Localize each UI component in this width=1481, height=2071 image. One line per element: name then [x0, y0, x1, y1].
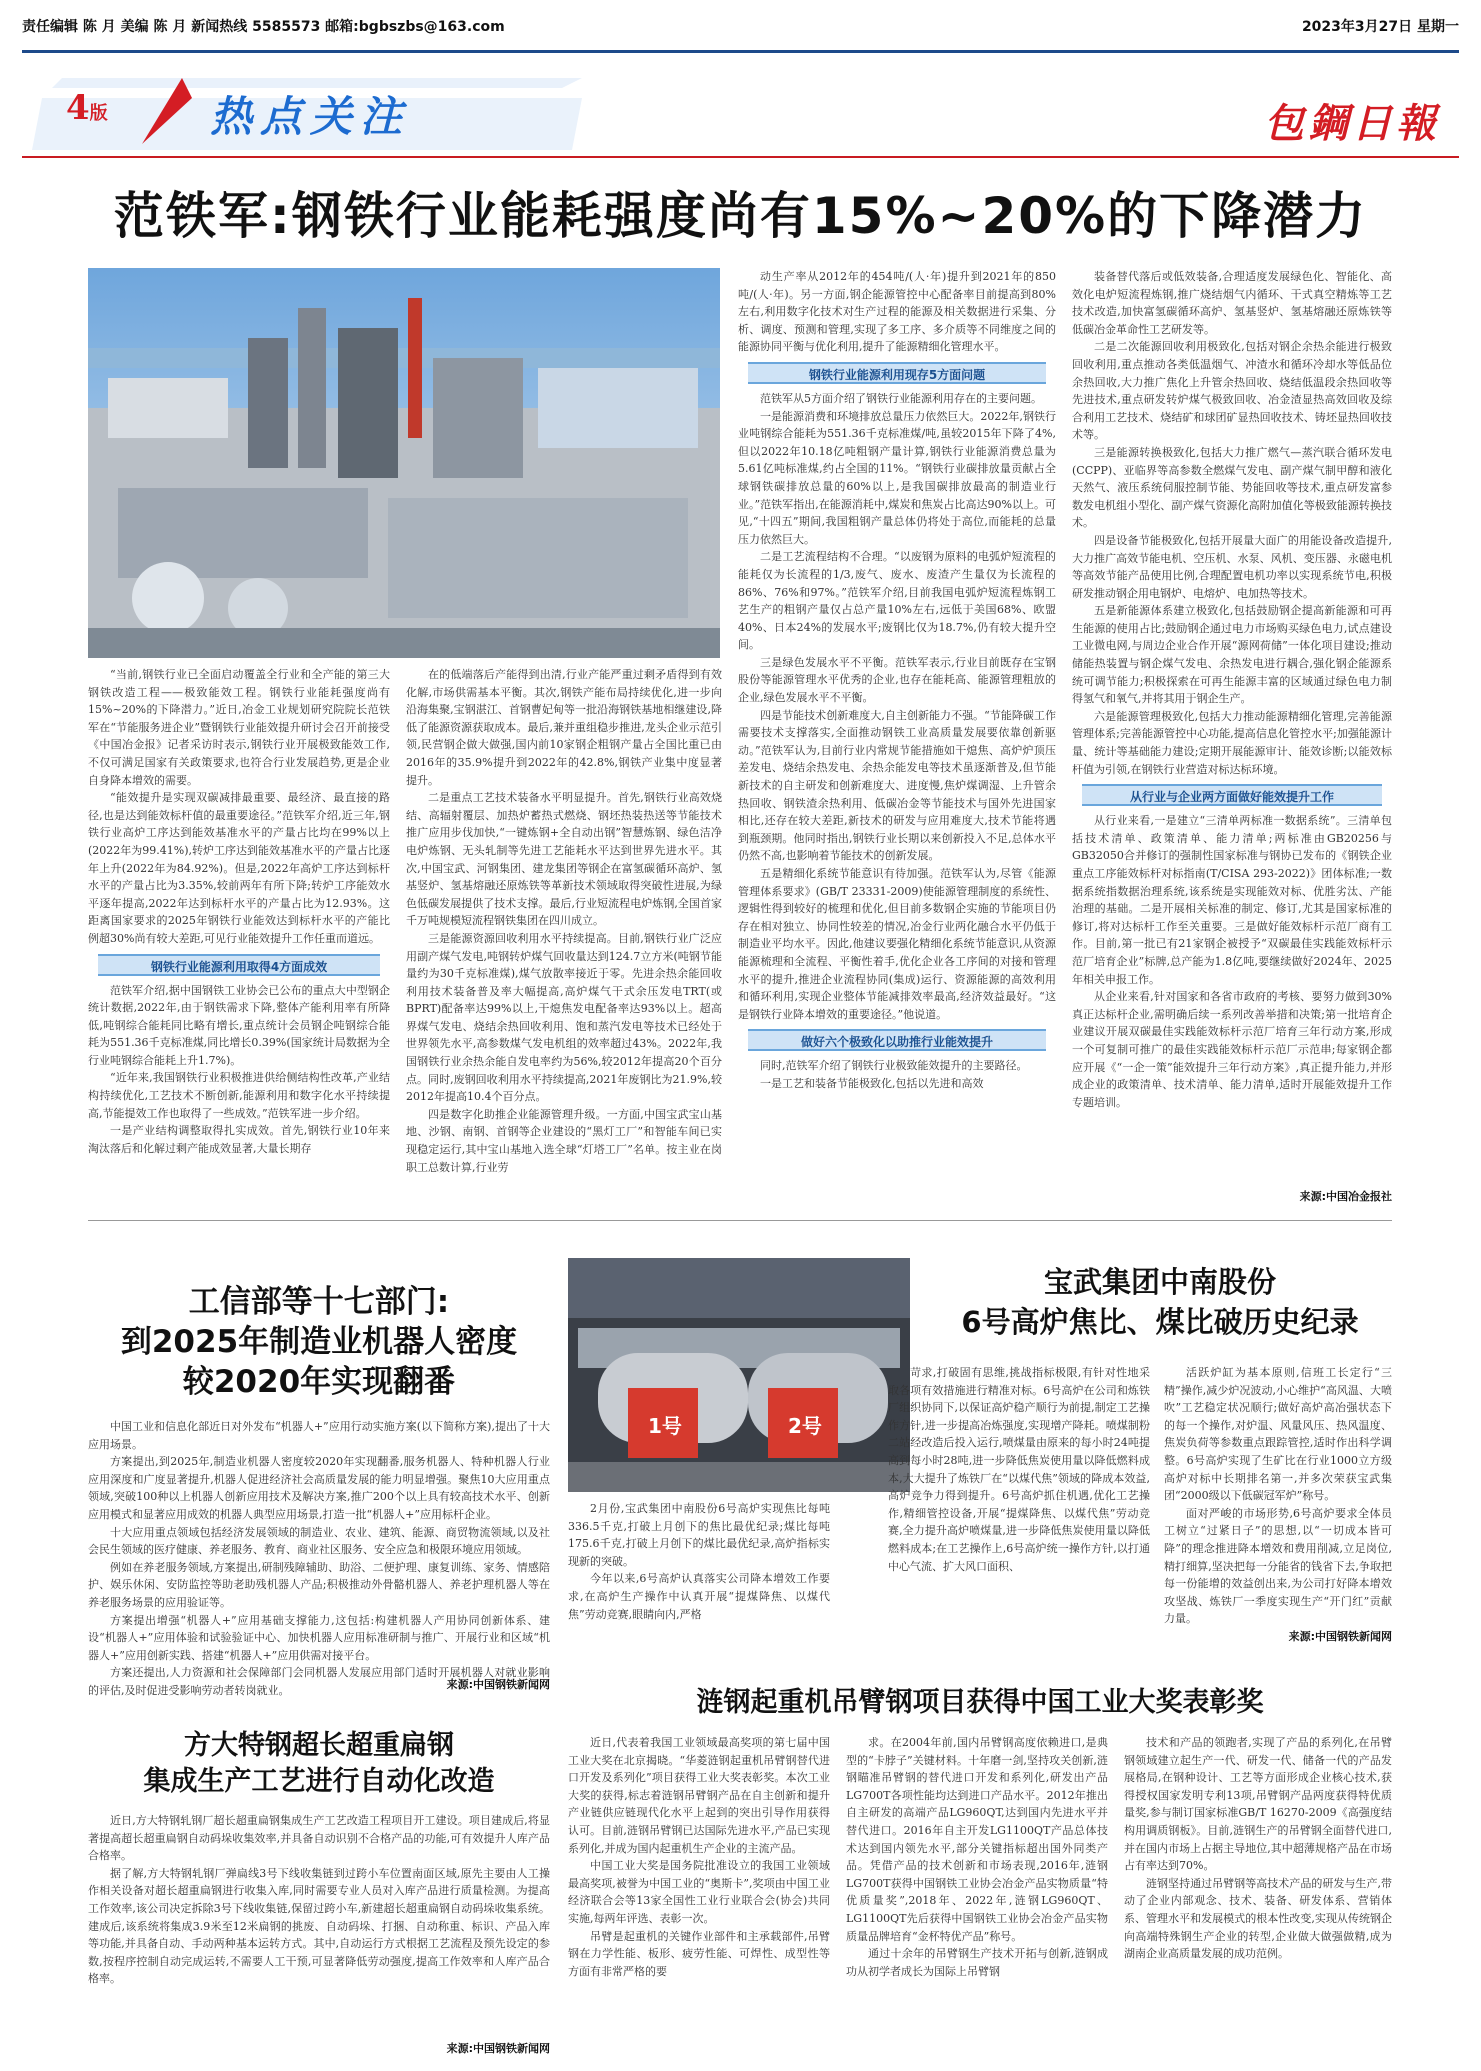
article1-subhead: 做好六个极致化以助推行业能效提升 — [748, 1029, 1046, 1051]
paragraph: 二是重点工艺技术装备水平明显提升。首先,钢铁行业高效烧结、高辐射覆层、加热炉蓄热式燃烧、钢坯热装热送等节能技术推广应用步伐加快,“一键炼钢+全自动出钢”智慧炼钢、绿色洁净电炉炼钢、无头轧制等先进工艺能耗水平达到世界先进水平。其次,中国宝武、河钢集团、建龙集团等钢企在富氢碳循环高炉、氢基竖炉、氢基熔融还原炼铁等革新技术领域取得突破性进展,为绿色低碳发展提供了技术支撑。最后,行业短流程电炉炼钢,全国首家千万吨规模短流程钢铁集团在四川成立。 — [406, 791, 722, 928]
article5-column-2 — [846, 1734, 1108, 2062]
paragraph: 五是新能源体系建立极致化,包括鼓励钢企提高新能源和可再生能源的使用占比;鼓励钢企通过电力市场购买绿色电力,试点建设工业微电网,与周边企业合作开展“源网荷储”一体化项目建设;推动储能热装置与钢企煤气发电、余热发电进行耦合,强化钢企能源系统可调节能力;积极探索在可再生能源丰富的区域通过绿色电力制得氢气和氧气,并将其用于钢企生产。 — [1072, 604, 1392, 706]
masthead-rule — [22, 156, 1459, 158]
paragraph: 四是设备节能极致化,包括开展量大面广的用能设备改造提升,大力推广高效节能电机、空压机、水泵、风机、变压器、永磁电机等高效节能产品使用比例,合理配置电机功率以实现系统节电,积极研发推动钢企用电钢炉、电熔炉、电加热等技术。 — [1072, 533, 1392, 600]
paragraph: 在的低端落后产能得到出清,行业产能严重过剩矛盾得到有效化解,市场供需基本平衡。其次,钢铁产能布局持续优化,进一步向沿海集聚,宝钢湛江、首钢曹妃甸等一批沿海钢铁基地相继建设,降低了能源资源获取成本。最后,兼并重组稳步推进,龙头企业示范引领,民营钢企做大做强,国内前10家钢企粗钢产量占全国比重已由2016年的35.9%提升到2022年的42.8%,钢铁产业集中度显著提升。 — [406, 668, 722, 787]
paragraph: 二是工艺流程结构不合理。“以废钢为原料的电弧炉短流程的能耗仅为长流程的1/3,废气、废水、废渣产生量仅为长流程的86%、76%和97%。”范铁军介绍,目前我国电弧炉短流程炼钢工艺生产的粗钢产量仅占总产量10%左右,远低于美国68%、欧盟40%、日本24%的发展水平;废钢比仅为18.7%,仍有较大提升空间。 — [738, 550, 1056, 652]
paragraph: 一是产业结构调整取得扎实成效。首先,钢铁行业10年来淘汰落后和化解过剩产能成效显著,大量长期存 — [88, 1124, 390, 1155]
paragraph: 三是绿色发展水平不平衡。范铁军表示,行业目前既存在宝钢股份等能源管理水平优秀的企业,也存在能耗高、能源管理粗放的企业,绿色发展水平不平衡。 — [738, 655, 1056, 705]
paragraph: 吊臂是起重机的关键作业部件和主承载部件,吊臂钢在力学性能、板形、疲劳性能、可焊性、成型性等方面有非常严格的要 — [568, 1929, 830, 1978]
section-title: 热点关注 — [210, 92, 411, 141]
article4-source: 来源:中国钢铁新闻网 — [1288, 1630, 1392, 1643]
article1-source: 来源:中国冶金报社 — [1299, 1190, 1392, 1203]
paragraph: 动生产率从2012年的454吨/(人·年)提升到2021年的850吨/(人·年)。另一方面,钢企能源管控中心配备率目前提高到80%左右,利用数字化技术对生产过程的能源及相关数据进行采集、分析、调度、预测和管理,实现了多工序、多介质等不同维度之间的能源协同平衡与优化利用,提升了能源精细化管理水平。 — [738, 270, 1056, 354]
article5-column-1 — [568, 1734, 830, 2062]
editor-info: 责任编辑 陈 月 美编 陈 月 新闻热线 5585573 邮箱:bgbszbs@163.com — [22, 19, 505, 35]
paragraph: 装备替代落后或低效装备,合理适度发展绿色化、智能化、高效化电炉短流程炼钢,推广烧结烟气内循环、干式真空精炼等工艺技术改造,加快富氢碳循环高炉、氢基竖炉、氢基熔融还原炼铁等低碳冶金革命性工艺研发等。 — [1072, 270, 1392, 336]
paragraph: 一是工艺和装备节能极致化,包括以先进和高效 — [760, 1076, 984, 1090]
paragraph: 从企业来看,针对国家和各省市政府的考核、要努力做到30%真正达标杆企业,需明确后续一系列改善举措和决策;第一批培育企业建议开展双碳最佳实践能效标杆示范厂培育三年行动方案,形成一个可复制可推广的最佳实践能效标杆示范厂示范串;每家钢企都应开展《“一企一策”能效提升三年行动方案》,真正提升能力,并形成企业的政策清单、技术清单、能力清单,适时开展能效提升工作专题培训。 — [1072, 990, 1392, 1109]
section-divider — [88, 1220, 1392, 1221]
article1-title: 范铁军:钢铁行业能耗强度尚有15%~20%的下降潜力 — [113, 187, 1368, 245]
article3-title: 方大特钢超长超重扁钢 集成生产工艺进行自动化改造 — [143, 1730, 495, 1797]
article2-title: 工信部等十七部门: 到2025年制造业机器人密度 较2020年实现翻番 — [120, 1284, 518, 1400]
paragraph: 二是二次能源回收利用极致化,包括对钢企余热余能进行极致回收利用,重点推动各类低温烟气、冲渣水和循环冷却水等低品位余热回收,大力推广焦化上升管余热回收、烧结低温段余热回收等先进技术,重点研发转炉煤气极致回收、冶金渣显热高效回收及综合利用工艺技术、烧结矿和球团矿显热回收技术、铸坯显热回收技术等。 — [1072, 340, 1392, 442]
paragraph: 求。在2004年前,国内吊臂钢高度依赖进口,是典型的“卡脖子”关键材料。十年磨一剑,坚持攻关创新,涟钢瞄准吊臂钢的替代进口开发和系列化,研发出产品LG700T各项性能均达到进口产品水平。2012年推出自主研发的高端产品LG960QT,达到国内先进水平并替代进口。2016年自主开发LG1100QT产品总体技术达到国内领先水平,部分关键指标超出国外同类产品。凭借产品的技术创新和市场表现,2016年,涟钢LG700T获得中国钢铁工业协会冶金产品实物质量“特优质量奖”,2018年、2022年,涟钢LG960QT、LG1100QT先后获得中国钢铁工业协会冶金产品实物质量品牌培育“金杯特优产品”称号。 — [846, 1736, 1108, 1943]
paragraph: 范铁军介绍,据中国钢铁工业协会已公布的重点大中型钢企统计数据,2022年,由于钢铁需求下降,整体产能利用率有所降低,吨钢综合能耗同比略有增长,重点统计会员钢企吨钢综合能耗为551.36千克标准煤,同比增长0.39%(国家统计局数据为全行业吨钢综合能耗上升1.7%)。 — [88, 983, 390, 1067]
furnace-2-label: 2号 — [788, 1414, 822, 1438]
paragraph: 近日,方大特钢轧钢厂超长超重扁钢集成生产工艺改造工程项目开工建设。项目建成后,将显著提高超长超重扁钢自动码垛收集效率,并具备自动识别不合格产品的功能,可有效提升人库产品合格率。 — [88, 1814, 550, 1863]
paragraph: 三是能源资源回收利用水平持续提高。目前,钢铁行业广泛应用副产煤气发电,吨钢转炉煤气回收量达到124.7立方米(吨钢节能量约为30千克标准煤),煤气放散率接近于零。先进余热余能回收利用技术装备普及率大幅提高,高炉煤气干式余压发电TRT(或BPRT)配备率达99%以上,干熄焦发电配备率达93%以上。超高界煤气发电、烧结余热回收利用、饱和蒸汽发电等技术已经处于世界领先水平,高参数煤气发电机组的效率超过43%。2022年,我国钢铁行业余热余能自发电率约为56%,较2012年提高20个百分点。同时,废钢回收利用水平持续提高,2021年废钢比为21.9%,较2012年提高10.4个百分点。 — [406, 931, 722, 1104]
header-rule — [22, 50, 1459, 53]
paragraph: 今年以来,6号高炉认真落实公司降本增效工作要求,在高炉生产操作中认真开展“提煤降焦、以煤代焦”劳动竞赛,眼睛向内,严格 — [568, 1572, 830, 1621]
paragraph: 十大应用重点领域包括经济发展领域的制造业、农业、建筑、能源、商贸物流领域,以及社会民生领域的医疗健康、养老服务、教育、商业社区服务、安全应急和极限环境应用领域。 — [88, 1525, 550, 1557]
article3-body — [88, 1812, 550, 2032]
paragraph: 方案提出,到2025年,制造业机器人密度较2020年实现翻番,服务机器人、特种机器人行业应用深度和广度显著提升,机器人促进经济社会高质量发展的能力明显增强。聚焦10大应用重点领域,突破100种以上机器人创新应用技术及解决方案,推广200个以上具有较高技术水平、创新应用模式和显著应用成效的机器人典型应用场景,打造一批“机器人+”应用标杆企业。 — [88, 1455, 550, 1521]
paragraph: “当前,钢铁行业已全面启动覆盖全行业和全产能的第三大钢铁改造工程——极致能效工程。钢铁行业能耗强度尚有15%~20%的下降潜力。”近日,冶金工业规划研究院院长范铁军在“节能服务进企业”暨钢铁行业能效提升研讨会召开前接受《中国冶金报》记者采访时表示,钢铁行业开展极致能效工作,不仅可满足国家有关政策要求,也符合行业发展趋势,更是企业自身降本增效的需要。 — [88, 668, 390, 787]
paragraph: 六是能源管理极致化,包括大力推动能源精细化管理,完善能源管理体系;完善能源管控中心功能,提高信息化管控水平;加强能源计量、统计等基础能力建设;定期开展能源审计、能效诊断;以能效标杆值为引领,在钢铁行业营造对标达标环境。 — [1072, 709, 1392, 776]
paragraph: 五是精细化系统节能意识有待加强。范铁军认为,尽管《能源管理体系要求》(GB/T 23331-2009)使能源管理制度的系统性、逻辑性得到较好的梳理和优化,但目前多数钢企实施的节能项目仍存在相对独立、协同性较差的情况,冶金行业两化融合水平仍低于制造业平均水平。因此,他建议要强化精细化系统节能意识,从资源能源梳理和全流程、平衡性着手,优化企业各工序间的对接和管理水平的提升,推进企业流程协同(集成)运行、资源能源的高效利用和循环利用,实现企业整体节能减排效率最高,经济效益最好。“这是钢铁行业降本增效的重要途径。”他说道。 — [738, 867, 1056, 1021]
newspaper-masthead: 包鋼日報 — [1264, 100, 1440, 147]
article4-column-1 — [568, 1500, 830, 1624]
paragraph: 涟钢坚持通过吊臂钢等高技术产品的研发与生产,带动了企业内部观念、技术、装备、研发体系、营销体系、管理水平和发展模式的根本性改变,实现从传统钢企向高端特殊钢生产企业的转型,企业做大做强做精,成为湖南企业高质量发展的成功范例。 — [1124, 1876, 1392, 1961]
paragraph: 近日,代表着我国工业领域最高奖项的第七届中国工业大奖在北京揭晓。“华菱涟钢起重机吊臂钢替代进口开发及系列化”项目获得工业大奖表彰奖。本次工业大奖的获得,标志着涟钢吊臂钢产品在自主创新和提升产业链供应链现代化水平上起到的突出引导作用获得认可。目前,涟钢吊臂钢已达国际先进水平,产品已实现系列化,并成为国内起重机生产企业的主流产品。 — [568, 1736, 830, 1855]
paragraph: 同时,范铁军介绍了钢铁行业极致能效提升的主要路径。 — [760, 1059, 1028, 1073]
article1-subhead: 从行业与企业两方面做好能效提升工作 — [1082, 784, 1382, 806]
paragraph: 三是能源转换极致化,包括大力推广燃气—蒸汽联合循环发电(CCPP)、亚临界等高参数全燃煤气发电、副产煤气制甲醇和液化天然气、液压系统伺服控制节能、势能回收等技术,重点研发富参数发电机组小型化、副产煤气资源化高附加值化等极致能源转换技术。 — [1072, 445, 1392, 530]
paragraph: 中国工业和信息化部近日对外发布“机器人+”应用行动实施方案(以下简称方案),提出了十大应用场景。 — [88, 1420, 550, 1451]
article5-title: 涟钢起重机吊臂钢项目获得中国工业大奖表彰奖 — [696, 1687, 1264, 1718]
article4-column-2 — [888, 1364, 1150, 1624]
paragraph: 例如在养老服务领域,方案提出,研制残障辅助、助浴、二便护理、康复训练、家务、情感陪护、娱乐休闲、安防监控等助老助残机器人产品;积极推动外骨骼机器人、养老护理机器人等在养老服务场景的应用验证等。 — [88, 1560, 550, 1609]
paragraph: 2月份,宝武集团中南股份6号高炉实现焦比每吨336.5千克,打破上月创下的焦比最优纪录;煤比每吨175.6千克,打破上月创下的煤比最优纪录,高炉指标实现新的突破。 — [568, 1502, 830, 1568]
article4-column-3 — [1164, 1364, 1392, 1626]
article2-source: 来源:中国钢铁新闻网 — [446, 1678, 550, 1691]
paragraph: 范铁军从5方面介绍了钢铁行业能源利用存在的主要问题。 — [760, 391, 1042, 405]
article1-column-2 — [406, 666, 722, 1206]
paragraph: 技术和产品的领跑者,实现了产品的系列化,在吊臂钢领域建立起生产一代、研发一代、储备一代的产品发展格局,在钢种设计、工艺等方面形成企业核心技术,获得授权国家发明专利13项,吊臂钢产品两度获得特优质量奖,参与制订国家标准GB/T 16270-2009《高强度结构用调质钢板》。目前,涟钢生产的吊臂钢全面替代进口,并在国内市场上占据主导地位,其中超薄规格产品在市场占有率达到70%。 — [1124, 1736, 1392, 1873]
article3-source: 来源:中国钢铁新闻网 — [446, 2042, 550, 2055]
paragraph: 方案提出增强“机器人+”应用基础支撑能力,这包括:构建机器人产用协同创新体系、建设“机器人+”应用体验和试验验证中心、加快机器人应用标准研制与推广、开展行业和区域“机器人+”应用创新实践、搭建“机器人+”应用供需对接平台。 — [88, 1613, 550, 1662]
issue-date: 2023年3月27日 星期一 — [1301, 19, 1459, 35]
article1-subhead: 钢铁行业能源利用取得4方面成效 — [98, 954, 380, 976]
paragraph: 四是数字化助推企业能源管理升级。一方面,中国宝武宝山基地、沙钢、南钢、首钢等企业建设的“黑灯工厂”和智能车间已实现稳定运行,其中宝山基地入选全球“灯塔工厂”名单。按主业在岗职工总数计算,行业劳 — [406, 1107, 722, 1174]
paragraph: 方案还提出,人力资源和社会保障部门会同机器人发展应用部门适时开展机器人对就业影响的评估,及时促进受影响劳动者转岗就业。 — [88, 1666, 550, 1697]
article1-subhead: 钢铁行业能源利用现存5方面问题 — [748, 362, 1046, 384]
page-header — [22, 6, 1459, 46]
article4-title: 宝武集团中南股份 6号高炉焦比、煤比破历史纪录 — [961, 1265, 1359, 1339]
blast-furnace-photo — [568, 1258, 910, 1492]
paragraph: 苛求,打破固有思维,挑战指标极限,有针对性地采取各项有效措施进行精准对标。6号高炉在公司和炼铁厂组织协同下,以保证高炉稳产顺行为前提,制定工艺操作方针,进一步提高冶炼强度,实现增产降耗。喷煤制粉二站经改造后投入运行,喷煤量由原来的每小时24吨提高到每小时28吨,进一步降低焦炭使用量以降低燃料成本,大大提升了炼铁厂在“以煤代焦”领域的降成本效益,高炉竞争力得到提升。6号高炉抓住机遇,优化工艺操作,精细管控设备,开展“提煤降焦、以煤代焦”劳动竞赛,全力提升高炉喷煤量,进一步降低焦炭使用量以降低燃料成本;在工艺操作上,6号高炉统一操作方针,以打通中心气流、扩大风口面积、 — [888, 1366, 1150, 1573]
article5-column-3 — [1124, 1734, 1392, 2062]
paragraph: 从行业来看,一是建立“三清单两标准一数据系统”。三清单包括技术清单、政策清单、能力清单;两标准由GB20256与GB32050合并修订的强制性国家标准与钢协已发布的《钢铁企业重点工序能效标杆对标指南(T/CISA 293-2022)》团体标准;一数据系统指数据治理系统,该系统是实现能效对标、优胜劣汰、产能治理的基础。二是开展相关标准的制定、修订,尤其是国家标准的修订,将对达标杆工作至关重要。三是做好能效标杆示范厂商有工作。目前,第一批已有21家钢企被授予“双碳最佳实践能效标杆示范厂培育企业”标牌,总产能为1.8亿吨,要继续做好2024年、2025年相关申报工作。 — [1072, 814, 1392, 986]
paragraph: 中国工业大奖是国务院批准设立的我国工业领域最高奖项,被誉为中国工业的“奥斯卡”,奖项由中国工业经济联合会等13家全国性工业行业联合会(协会)共同实施,每两年评选、表彰一次。 — [568, 1859, 830, 1925]
furnace-1-label: 1号 — [648, 1414, 682, 1438]
paragraph: “近年来,我国钢铁行业积极推进供给侧结构性改革,产业结构持续优化,工艺技术不断创新,能源利用和数字化水平持续提高,节能提效工作也取得了一些成效。”范铁军进一步介绍。 — [88, 1071, 390, 1120]
steel-plant-photo — [88, 268, 720, 658]
paragraph: 面对严峻的市场形势,6号高炉要求全体员工树立“过紧日子”的思想,以“一切成本皆可降”的理念推进降本增效和费用削减,立足岗位,精打细算,坚决把每一分能省的钱省下去,争取把每一份能增的效益创出来,为公司打好降本增效攻坚战、炼铁厂一季度实现生产“开门红”贡献力量。 — [1164, 1506, 1392, 1626]
paragraph: 四是节能技术创新难度大,自主创新能力不强。“节能降碳工作需要技术支撑落实,全面推动钢铁工业高质量发展要依靠创新驱动。”范铁军认为,目前行业内常规节能措施如干熄焦、高炉炉顶压差发电、烧结余热发电、余热余能发电等技术虽逐渐普及,但节能新技术的自主研发和创新难度大、进度慢,焦炉煤调湿、上升管余热回收、钢铁渣余热利用、低碳冶金等节能技术与国外先进国家相比,还存在较大差距,新技术的研发与应用难度大,技术节能将遇到瓶颈期。他同时指出,钢铁行业长期以来创新投入不足,总体水平仍然不高,也影响着节能技术的创新发展。 — [738, 708, 1056, 863]
paragraph: 通过十余年的吊臂钢生产技术开拓与创新,涟钢成功从初学者成长为国际上吊臂钢 — [846, 1947, 1108, 1978]
paragraph: “能效提升是实现双碳减排最重要、最经济、最直接的路径,也是达到能效标杆值的最重要途径。”范铁军介绍,近三年,钢铁行业高炉工序达到能效基准水平的产量占比均在99%以上(2022年为99.41%),转炉工序达到能效基准水平的产量占比逐年上升(2022年为84.92%)。但是,2022年高炉工序达到标杆水平的产量占比为3.35%,较前两年有所下降;转炉工序能效水平逐年提高,2022年达到标杆水平的产量占比为12.93%。这距离国家要求的2025年钢铁行业能效达到标杆水平的产能比例超30%尚有较大差距,可见行业能效提升工作任重而道远。 — [88, 791, 391, 945]
paragraph: 据了解,方大特钢轧钢厂弹扁线3号下线收集链到过跨小车位置南面区域,原先主要由人工操作相关设备对超长超重扁钢进行收集入库,同时需要专业人员对入库产品进行质量检测。为提高工作效率,该公司决定拆除3号下线收集链,保留过跨小车,新建超长超重扁钢自动码垛收集系统。建成后,该系统将集成3.9米至12米扁钢的挑废、自动码垛、打捆、自动称重、标识、产品入库等功能,并具备自动、手动两种基本运转方式。其中,自动运行方式根据工艺流程及预先设定的参数,按程序控制自动完成运转,不需要人工干预,可显著降低劳动强度,提高工作效率和人库产品合格率。 — [88, 1866, 551, 1986]
page-number: 4版 — [66, 88, 108, 128]
article1-column-3 — [738, 268, 1056, 1206]
paragraph: 一是能源消费和环境排放总量压力依然巨大。2022年,钢铁行业吨钢综合能耗为551.36千克标准煤/吨,虽较2015年下降了4%,但以2022年10.18亿吨粗钢产量计算,钢铁行业能源消费总量为5.61亿吨标准煤,约占全国的11%。“钢铁行业碳排放量贡献占全球钢铁碳排放总量的60%以上,是我国碳排放最高的制造业行业。”范铁军指出,在能源消耗中,煤炭和焦炭占比高达90%以上。可见,“十四五”期间,我国粗钢产量总体仍将处于高位,而能耗的总量压力依然巨大。 — [738, 409, 1056, 546]
paragraph: 活跃炉缸为基本原则,信班工长定行“三精”操作,减少炉况波动,小心维护“高风温、大喷吹”工艺稳定状况顺行;做好高炉高冶强状态下的每一个操作,对炉温、风量风压、热风温度、焦炭负荷等参数重点跟踪管控,适时作出科学调整。6号高炉实现了生矿比在行业1000立方级高炉对标中长期排名第一,并多次荣获宝武集团“2000级以下低碳冠军炉”称号。 — [1164, 1366, 1392, 1503]
article1-column-4 — [1072, 268, 1392, 1182]
article1-column-1 — [88, 666, 390, 1206]
